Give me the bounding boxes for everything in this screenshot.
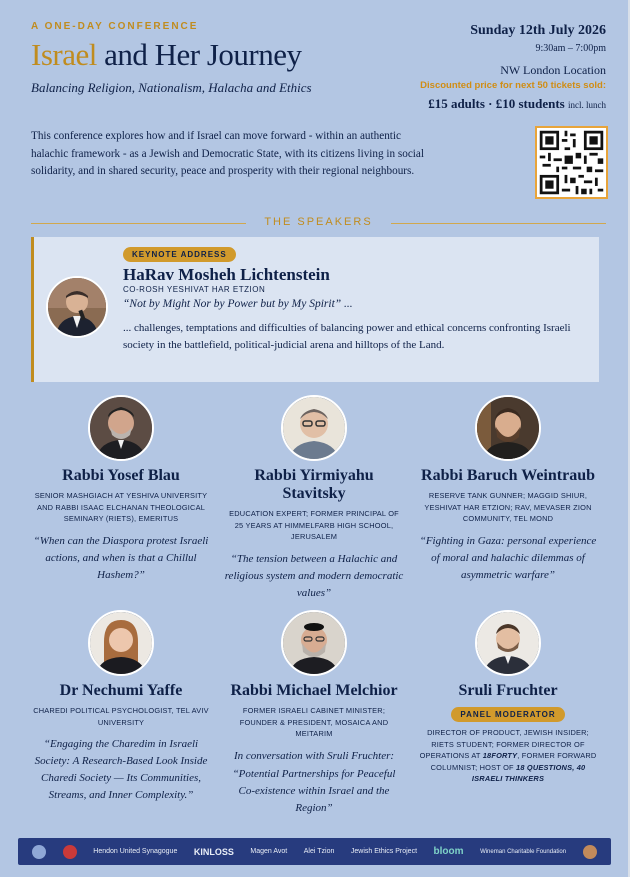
keynote-speaker-name: HaRav Mosheh Lichtenstein	[123, 265, 330, 284]
sponsor-name: KINLOSS	[193, 846, 234, 857]
sponsor-name: Magen Avot	[250, 848, 288, 855]
speaker-photo	[281, 395, 347, 461]
speaker-photo	[475, 395, 541, 461]
sponsor-name: bloom	[433, 846, 464, 857]
portrait-icon	[477, 612, 539, 674]
speaker-quote: “Engaging the Charedim in Israeli Society: A Research-Based Look Inside Charedi Society — Its Communities, Streams, and Inner Complexity.”	[34, 738, 208, 801]
keynote-speaker-role: CO-ROSH YESHIVAT HAR ETZION	[123, 285, 266, 294]
role-part: DIRECTOR OF PRODUCT, JEWISH INSIDER; RIETS STUDENT; FORMER DIRECTOR OF OPERATIONS AT	[419, 728, 589, 760]
speaker-card-stavitsky	[224, 395, 404, 602]
speaker-name: Rabbi Baruch Weintraub	[421, 467, 595, 484]
speaker-name: Rabbi Michael Melchior	[230, 682, 398, 699]
speaker-card-weintraub	[418, 395, 598, 584]
sponsor-name: Wineman Charitable Foundation	[480, 848, 567, 855]
speaker-photo	[88, 610, 154, 676]
speaker-quote: “Fighting in Gaza: personal experience of moral and halachic dilemmas of asymmetric warfare”	[419, 534, 597, 581]
speaker-lead-in: In conversation with Sruli Fruchter:	[233, 749, 395, 762]
speakers-heading	[31, 214, 606, 232]
sponsor-name: Alei Tzion	[303, 848, 335, 855]
speaker-photo	[88, 395, 154, 461]
speaker-name: Rabbi Yirmiyahu Stavitsky	[254, 467, 374, 502]
sponsor-bar	[18, 838, 611, 865]
sponsor-logo-icon	[32, 845, 46, 859]
speaker-quote: “Potential Partnerships for Peaceful Co-existence within Israel and the Region”	[232, 767, 396, 814]
speaker-quote: “The tension between a Halachic and religious system and modern democratic values”	[224, 552, 404, 599]
role-emphasis: 18 QUESTIONS, 40 ISRAELI THINKERS	[471, 762, 586, 783]
conference-title	[31, 36, 301, 74]
event-location: NW London Location	[500, 63, 606, 77]
portrait-icon	[477, 397, 539, 459]
price-note: incl. lunch	[568, 100, 606, 110]
speaker-card-yaffe	[31, 610, 211, 804]
speaker-quote: “When can the Diaspora protest Israeli actions, and when is that a Chillul Hashem?”	[33, 534, 209, 581]
keynote-speaker-photo	[46, 276, 108, 338]
price-text: £15 adults · £10 students	[428, 96, 565, 111]
keynote-panel	[31, 237, 599, 382]
speaker-name: Rabbi Yosef Blau	[62, 467, 180, 484]
qr-code-icon[interactable]	[535, 126, 608, 199]
speaker-role: SENIOR MASHGIACH AT YESHIVA UNIVERSITY AND RABBI ISAAC ELCHANAN THEOLOGICAL SEMINARY (RIETS), EMERITUS	[34, 491, 208, 523]
sponsor-name: Jewish Ethics Project	[350, 848, 418, 855]
portrait-icon	[283, 397, 345, 459]
keynote-badge: KEYNOTE ADDRESS	[123, 247, 236, 262]
speaker-role: FORMER ISRAELI CABINET MINISTER; FOUNDER & PRESIDENT, MOSAICA AND MEITARIM	[239, 706, 389, 738]
sponsor-logo-icon	[63, 845, 77, 859]
speaker-role: RESERVE TANK GUNNER; MAGGID SHIUR, YESHIVAT HAR ETZION; RAV, MEVASER ZION COMMUNITY, TEL MOND	[424, 491, 592, 523]
portrait-icon	[283, 612, 345, 674]
speaker-photo	[475, 610, 541, 676]
event-time: 9:30am – 7:00pm	[535, 43, 606, 54]
panel-moderator-badge: PANEL MODERATOR	[451, 707, 564, 722]
role-emphasis: 18FORTY	[482, 751, 518, 760]
conference-subtitle: Balancing Religion, Nationalism, Halacha and Ethics	[31, 80, 312, 95]
event-details	[346, 22, 606, 115]
intro-paragraph: This conference explores how and if Israel can move forward - within an authentic halachic framework - as a Jewish and Democratic State, with its citizens living in social solidarity, and in shared security, peace and prosperity with their regional neighbours.	[31, 130, 424, 177]
ticket-price	[346, 94, 606, 115]
sponsor-name: Hendon United Synagogue	[93, 848, 178, 855]
speaker-photo	[281, 610, 347, 676]
speaker-card-melchior	[224, 610, 404, 817]
sponsor-logo-icon	[583, 845, 597, 859]
speaker-role: EDUCATION EXPERT; FORMER PRINCIPAL OF 25 YEARS AT HIMMELFARB HIGH SCHOOL, JERUSALEM	[229, 509, 399, 541]
keynote-quote: “Not by Might Nor by Power but by My Spirit” ...	[123, 298, 353, 310]
speaker-card-fruchter	[418, 610, 598, 785]
speakers-heading-text: THE SPEAKERS	[264, 216, 373, 228]
keynote-description: ... challenges, temptations and difficulties of balancing power and ethical concerns confronting Israeli society in the battlefield, political-judicial arena and hilltops of the Land.	[123, 322, 571, 351]
speaker-role	[418, 727, 598, 785]
title-gold-word: Israel	[31, 37, 97, 72]
discount-note: Discounted price for next 50 tickets sold:	[420, 80, 606, 91]
portrait-icon	[90, 397, 152, 459]
event-date: Sunday 12th July 2026	[470, 23, 606, 38]
portrait-icon	[90, 612, 152, 674]
speaker-card-blau	[31, 395, 211, 584]
portrait-icon	[48, 278, 106, 336]
title-rest: and Her Journey	[96, 37, 302, 72]
conference-kicker: A ONE-DAY CONFERENCE	[31, 21, 199, 32]
role-part: , FORMER FORWARD COLUMNIST; HOST OF	[430, 751, 597, 772]
speaker-name: Dr Nechumi Yaffe	[59, 682, 183, 699]
qr-code-graphic	[537, 128, 606, 197]
speaker-role: CHAREDI POLITICAL PSYCHOLOGIST, TEL AVIV UNIVERSITY	[33, 706, 209, 727]
speaker-name: Sruli Fruchter	[458, 682, 558, 699]
